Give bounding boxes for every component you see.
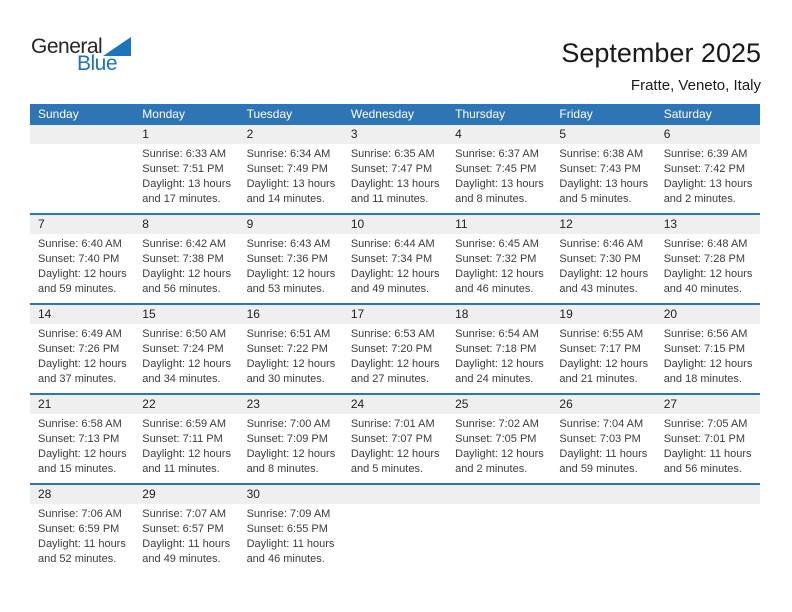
weekday-wednesday: Wednesday (350, 107, 414, 121)
daylight-text: Daylight: 12 hours and 53 minutes. (246, 268, 336, 295)
day-number: 10 (343, 215, 447, 234)
sunset-text: Sunset: 7:20 PM (350, 343, 433, 355)
sunrise-text: Sunrise: 6:45 AM (455, 238, 539, 250)
day-details (239, 234, 343, 297)
sunrise-text: Sunrise: 7:07 AM (142, 508, 227, 520)
day-details (134, 324, 238, 387)
daylight-text: Daylight: 12 hours and 37 minutes. (38, 358, 127, 385)
day-number: 23 (239, 395, 343, 414)
day-details (134, 144, 238, 207)
day-number: 6 (656, 125, 760, 144)
day-details (343, 144, 447, 207)
day-number: 30 (239, 485, 343, 504)
day-cell-25 (447, 395, 551, 483)
sunrise-text: Sunrise: 7:02 AM (455, 418, 539, 430)
day-cell-empty (30, 125, 134, 213)
day-number: 27 (656, 395, 760, 414)
day-number: 12 (551, 215, 655, 234)
week-row-3 (30, 303, 760, 393)
day-number (343, 485, 447, 504)
day-details (447, 144, 551, 207)
sunrise-text: Sunrise: 6:53 AM (350, 328, 435, 340)
sunset-text: Sunset: 7:40 PM (38, 253, 120, 265)
day-number: 29 (134, 485, 238, 504)
sunrise-text: Sunrise: 6:42 AM (142, 238, 227, 250)
day-number: 9 (239, 215, 343, 234)
weekday-saturday: Saturday (663, 107, 712, 121)
day-cell-13 (656, 215, 760, 303)
day-details (551, 414, 655, 477)
sunset-text: Sunset: 7:38 PM (142, 253, 224, 265)
day-cell-3 (343, 125, 447, 213)
general-blue-logo (31, 36, 131, 74)
weekday-header-row (30, 104, 760, 125)
daylight-text: Daylight: 12 hours and 15 minutes. (38, 448, 127, 475)
day-cell-12 (551, 215, 655, 303)
day-cell-15 (134, 305, 238, 393)
day-cell-empty (343, 485, 447, 573)
sunrise-text: Sunrise: 6:56 AM (663, 328, 748, 340)
daylight-text: Daylight: 12 hours and 34 minutes. (142, 358, 231, 385)
day-number: 18 (447, 305, 551, 324)
day-cell-26 (551, 395, 655, 483)
day-number: 19 (551, 305, 655, 324)
day-cell-empty (447, 485, 551, 573)
sunset-text: Sunset: 6:55 PM (246, 523, 328, 535)
day-details (656, 324, 760, 387)
day-details (343, 504, 447, 507)
daylight-text: Daylight: 12 hours and 8 minutes. (246, 448, 336, 475)
daylight-text: Daylight: 12 hours and 11 minutes. (142, 448, 231, 475)
sunrise-text: Sunrise: 6:54 AM (455, 328, 539, 340)
day-cell-4 (447, 125, 551, 213)
day-cell-23 (239, 395, 343, 483)
daylight-text: Daylight: 13 hours and 17 minutes. (142, 178, 231, 205)
daylight-text: Daylight: 12 hours and 40 minutes. (663, 268, 753, 295)
day-details (656, 234, 760, 297)
daylight-text: Daylight: 11 hours and 52 minutes. (38, 538, 126, 565)
sunrise-text: Sunrise: 6:58 AM (38, 418, 122, 430)
day-cell-2 (239, 125, 343, 213)
calendar-table (30, 104, 760, 573)
daylight-text: Daylight: 11 hours and 59 minutes. (559, 448, 648, 475)
day-details (239, 414, 343, 477)
sunrise-text: Sunrise: 7:00 AM (246, 418, 331, 430)
day-number (551, 485, 655, 504)
weeks-container (30, 125, 760, 573)
day-number: 24 (343, 395, 447, 414)
day-number: 28 (30, 485, 134, 504)
daylight-text: Daylight: 12 hours and 46 minutes. (455, 268, 544, 295)
daylight-text: Daylight: 13 hours and 14 minutes. (246, 178, 336, 205)
month-title: September 2025 (561, 38, 761, 68)
sunrise-text: Sunrise: 6:46 AM (559, 238, 644, 250)
week-row-2 (30, 213, 760, 303)
week-row-5 (30, 483, 760, 573)
sunset-text: Sunset: 7:15 PM (663, 343, 746, 355)
day-cell-empty (551, 485, 655, 573)
day-cell-10 (343, 215, 447, 303)
day-details (30, 414, 134, 477)
sunrise-text: Sunrise: 7:04 AM (559, 418, 644, 430)
sunset-text: Sunset: 7:09 PM (246, 433, 328, 445)
day-cell-21 (30, 395, 134, 483)
daylight-text: Daylight: 12 hours and 5 minutes. (350, 448, 440, 475)
day-number: 16 (239, 305, 343, 324)
day-cell-1 (134, 125, 238, 213)
sunrise-text: Sunrise: 6:44 AM (350, 238, 435, 250)
daylight-text: Daylight: 13 hours and 2 minutes. (663, 178, 753, 205)
sunset-text: Sunset: 7:07 PM (350, 433, 433, 445)
weekday-friday: Friday (559, 107, 593, 121)
sunrise-text: Sunrise: 6:40 AM (38, 238, 122, 250)
sunset-text: Sunset: 7:43 PM (559, 163, 641, 175)
sunset-text: Sunset: 7:32 PM (455, 253, 537, 265)
day-details (30, 324, 134, 387)
day-number: 22 (134, 395, 238, 414)
sunrise-text: Sunrise: 6:48 AM (663, 238, 748, 250)
week-row-1 (30, 125, 760, 213)
day-details (656, 504, 760, 507)
day-cell-18 (447, 305, 551, 393)
sunset-text: Sunset: 6:59 PM (38, 523, 120, 535)
day-details (239, 504, 343, 567)
day-cell-16 (239, 305, 343, 393)
day-details (551, 504, 655, 507)
sunrise-text: Sunrise: 6:55 AM (559, 328, 644, 340)
daylight-text: Daylight: 12 hours and 30 minutes. (246, 358, 336, 385)
daylight-text: Daylight: 12 hours and 43 minutes. (559, 268, 649, 295)
day-number: 13 (656, 215, 760, 234)
day-cell-20 (656, 305, 760, 393)
day-number (447, 485, 551, 504)
sunrise-text: Sunrise: 6:37 AM (455, 148, 539, 160)
daylight-text: Daylight: 12 hours and 49 minutes. (350, 268, 440, 295)
sunset-text: Sunset: 7:05 PM (455, 433, 537, 445)
sunset-text: Sunset: 7:36 PM (246, 253, 328, 265)
sunset-text: Sunset: 7:42 PM (663, 163, 746, 175)
day-cell-5 (551, 125, 655, 213)
sunset-text: Sunset: 7:49 PM (246, 163, 328, 175)
sunrise-text: Sunrise: 6:39 AM (663, 148, 748, 160)
sunrise-text: Sunrise: 7:09 AM (246, 508, 331, 520)
day-cell-28 (30, 485, 134, 573)
sunset-text: Sunset: 7:34 PM (350, 253, 433, 265)
day-number: 15 (134, 305, 238, 324)
logo-text-general: General (31, 35, 103, 58)
sunrise-text: Sunrise: 6:50 AM (142, 328, 227, 340)
daylight-text: Daylight: 12 hours and 56 minutes. (142, 268, 231, 295)
weekday-tuesday: Tuesday (246, 107, 293, 121)
day-number: 11 (447, 215, 551, 234)
day-details (447, 414, 551, 477)
day-cell-empty (656, 485, 760, 573)
daylight-text: Daylight: 12 hours and 24 minutes. (455, 358, 544, 385)
weekday-thursday: Thursday (455, 107, 506, 121)
day-details (551, 324, 655, 387)
daylight-text: Daylight: 11 hours and 49 minutes. (142, 538, 231, 565)
sunset-text: Sunset: 7:01 PM (663, 433, 746, 445)
day-details (134, 414, 238, 477)
daylight-text: Daylight: 12 hours and 2 minutes. (455, 448, 544, 475)
sunset-text: Sunset: 7:17 PM (559, 343, 641, 355)
day-number: 25 (447, 395, 551, 414)
day-cell-11 (447, 215, 551, 303)
day-number: 17 (343, 305, 447, 324)
day-number: 5 (551, 125, 655, 144)
daylight-text: Daylight: 12 hours and 59 minutes. (38, 268, 127, 295)
day-number: 20 (656, 305, 760, 324)
sunset-text: Sunset: 7:45 PM (455, 163, 537, 175)
sunset-text: Sunset: 7:28 PM (663, 253, 746, 265)
day-cell-27 (656, 395, 760, 483)
day-cell-9 (239, 215, 343, 303)
day-details (30, 504, 134, 567)
sunrise-text: Sunrise: 7:01 AM (350, 418, 435, 430)
day-details (656, 144, 760, 207)
daylight-text: Daylight: 13 hours and 8 minutes. (455, 178, 544, 205)
day-details (239, 324, 343, 387)
day-cell-19 (551, 305, 655, 393)
week-row-4 (30, 393, 760, 483)
sunrise-text: Sunrise: 6:38 AM (559, 148, 644, 160)
sunset-text: Sunset: 7:13 PM (38, 433, 120, 445)
sunrise-text: Sunrise: 7:05 AM (663, 418, 748, 430)
day-cell-22 (134, 395, 238, 483)
location-subtitle: Fratte, Veneto, Italy (630, 77, 761, 94)
daylight-text: Daylight: 11 hours and 56 minutes. (663, 448, 752, 475)
day-details (30, 144, 134, 147)
day-number (656, 485, 760, 504)
day-details (447, 324, 551, 387)
sunset-text: Sunset: 7:51 PM (142, 163, 224, 175)
day-number (30, 125, 134, 144)
day-cell-6 (656, 125, 760, 213)
sunrise-text: Sunrise: 6:51 AM (246, 328, 331, 340)
sunset-text: Sunset: 6:57 PM (142, 523, 224, 535)
title-block (561, 38, 761, 94)
day-cell-30 (239, 485, 343, 573)
day-number: 4 (447, 125, 551, 144)
day-cell-8 (134, 215, 238, 303)
day-number: 26 (551, 395, 655, 414)
weekday-sunday: Sunday (38, 107, 79, 121)
day-number: 7 (30, 215, 134, 234)
day-details (343, 234, 447, 297)
day-details (134, 234, 238, 297)
day-details (30, 234, 134, 297)
sunrise-text: Sunrise: 6:33 AM (142, 148, 227, 160)
sunrise-text: Sunrise: 7:06 AM (38, 508, 122, 520)
daylight-text: Daylight: 12 hours and 21 minutes. (559, 358, 649, 385)
sunrise-text: Sunrise: 6:49 AM (38, 328, 122, 340)
sunset-text: Sunset: 7:11 PM (142, 433, 223, 445)
sunrise-text: Sunrise: 6:43 AM (246, 238, 331, 250)
sunset-text: Sunset: 7:18 PM (455, 343, 537, 355)
day-details (239, 144, 343, 207)
day-cell-29 (134, 485, 238, 573)
day-cell-17 (343, 305, 447, 393)
sunset-text: Sunset: 7:30 PM (559, 253, 641, 265)
day-number: 2 (239, 125, 343, 144)
day-details (551, 234, 655, 297)
day-details (134, 504, 238, 567)
day-details (447, 504, 551, 507)
day-details (343, 414, 447, 477)
sunrise-text: Sunrise: 6:35 AM (350, 148, 435, 160)
day-details (343, 324, 447, 387)
day-cell-14 (30, 305, 134, 393)
sunset-text: Sunset: 7:26 PM (38, 343, 120, 355)
day-details (551, 144, 655, 207)
daylight-text: Daylight: 12 hours and 18 minutes. (663, 358, 753, 385)
day-number: 8 (134, 215, 238, 234)
day-cell-7 (30, 215, 134, 303)
daylight-text: Daylight: 13 hours and 11 minutes. (350, 178, 440, 205)
sunset-text: Sunset: 7:03 PM (559, 433, 641, 445)
sunrise-text: Sunrise: 6:59 AM (142, 418, 227, 430)
day-details (447, 234, 551, 297)
day-cell-24 (343, 395, 447, 483)
sunset-text: Sunset: 7:22 PM (246, 343, 328, 355)
logo-text-blue: Blue (77, 52, 118, 75)
daylight-text: Daylight: 11 hours and 46 minutes. (246, 538, 335, 565)
daylight-text: Daylight: 13 hours and 5 minutes. (559, 178, 649, 205)
sunrise-text: Sunrise: 6:34 AM (246, 148, 331, 160)
sunset-text: Sunset: 7:24 PM (142, 343, 224, 355)
day-number: 1 (134, 125, 238, 144)
daylight-text: Daylight: 12 hours and 27 minutes. (350, 358, 440, 385)
weekday-monday: Monday (142, 107, 185, 121)
day-number: 3 (343, 125, 447, 144)
day-number: 21 (30, 395, 134, 414)
sunset-text: Sunset: 7:47 PM (350, 163, 433, 175)
day-number: 14 (30, 305, 134, 324)
day-details (656, 414, 760, 477)
